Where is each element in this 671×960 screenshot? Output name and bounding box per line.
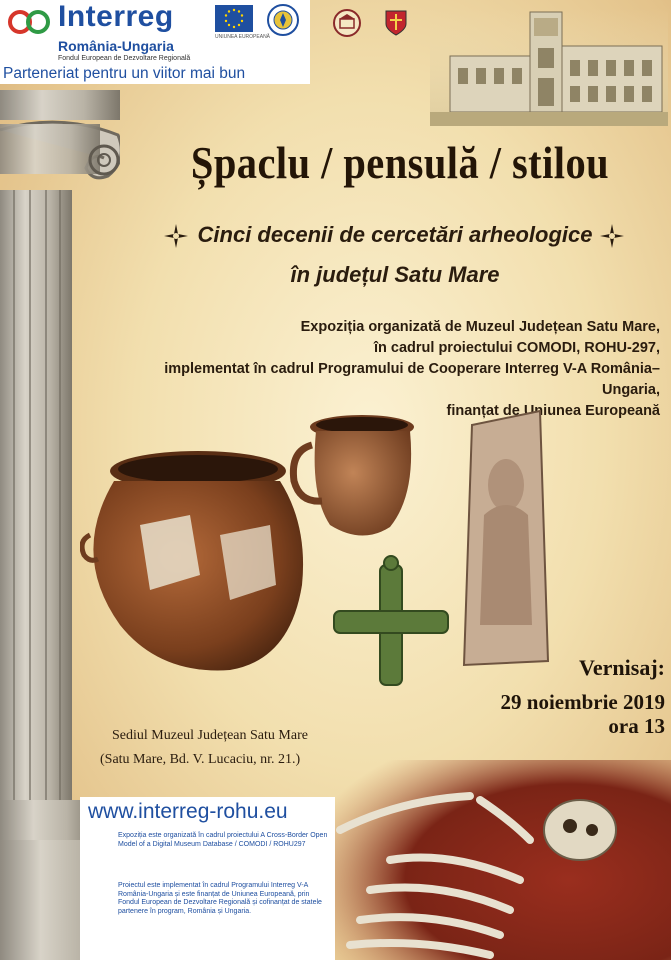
eu-flag-icon — [215, 5, 253, 32]
museum-logo-icon — [332, 8, 362, 38]
bronze-cross-image — [334, 556, 448, 685]
stone-relief-image — [464, 411, 548, 665]
poster-subtitle: Cinci decenii de cercetări arheologice — [197, 222, 593, 247]
compass-star-icon — [600, 224, 624, 248]
poster-subtitle-location: în județul Satu Mare — [290, 262, 500, 287]
skeleton-excavation-image — [330, 760, 671, 960]
venue-name: Sediul Muzeul Județean Satu Mare — [112, 728, 308, 743]
vernisaj-time: ora 13 — [608, 714, 665, 738]
program-name: România-Ungaria — [58, 38, 174, 54]
website-link[interactable]: www.interreg-rohu.eu — [88, 800, 288, 823]
venue-address: (Satu Mare, Bd. V. Lucaciu, nr. 21.) — [100, 752, 301, 767]
poster-title: Șpaclu / pensulă / stilou — [190, 137, 610, 188]
interreg-brand: Interreg — [58, 0, 174, 33]
eu-caption: UNIUNEA EUROPEANĂ — [215, 34, 271, 40]
vernisaj-date: 29 noiembrie 2019 — [500, 690, 665, 714]
interreg-logo-icon — [6, 8, 52, 36]
project-note: Expoziția este organizată în cadrul proiectului A Cross-Border Open Model of a Digital Museum Database / COMODI / ROHU297 — [118, 832, 328, 848]
clay-cup-image — [293, 415, 414, 536]
clay-pot-image — [82, 451, 303, 670]
description-line: finanțat de Uniunea Europeană — [446, 403, 660, 419]
description-line: în cadrul proiectului COMODI, ROHU-297, — [373, 340, 660, 356]
funding-note: Proiectul este implementat în cadrul Programului Interreg V-A România-Ungaria și este finanțat de Uniunea Europeană, prin Fondul European de Dezvoltare Regională și cofinanțat de statele partenere în program, România și Ungaria. — [118, 882, 322, 915]
vernisaj-label: Vernisaj: — [579, 655, 665, 680]
romanian-government-seal-icon — [266, 3, 300, 37]
museum-building-image — [430, 8, 668, 126]
artifacts-image — [80, 385, 570, 695]
fund-name: Fondul European de Dezvoltare Regională — [58, 55, 191, 62]
county-crest-icon — [385, 10, 407, 36]
description-line: implementat în cadrul Programului de Cooperare Interreg V-A România–Ungaria, — [164, 361, 660, 398]
description-line: Expoziția organizată de Muzeul Județean Satu Mare, — [300, 319, 660, 335]
tagline: Parteneriat pentru un viitor mai bun — [0, 63, 310, 84]
